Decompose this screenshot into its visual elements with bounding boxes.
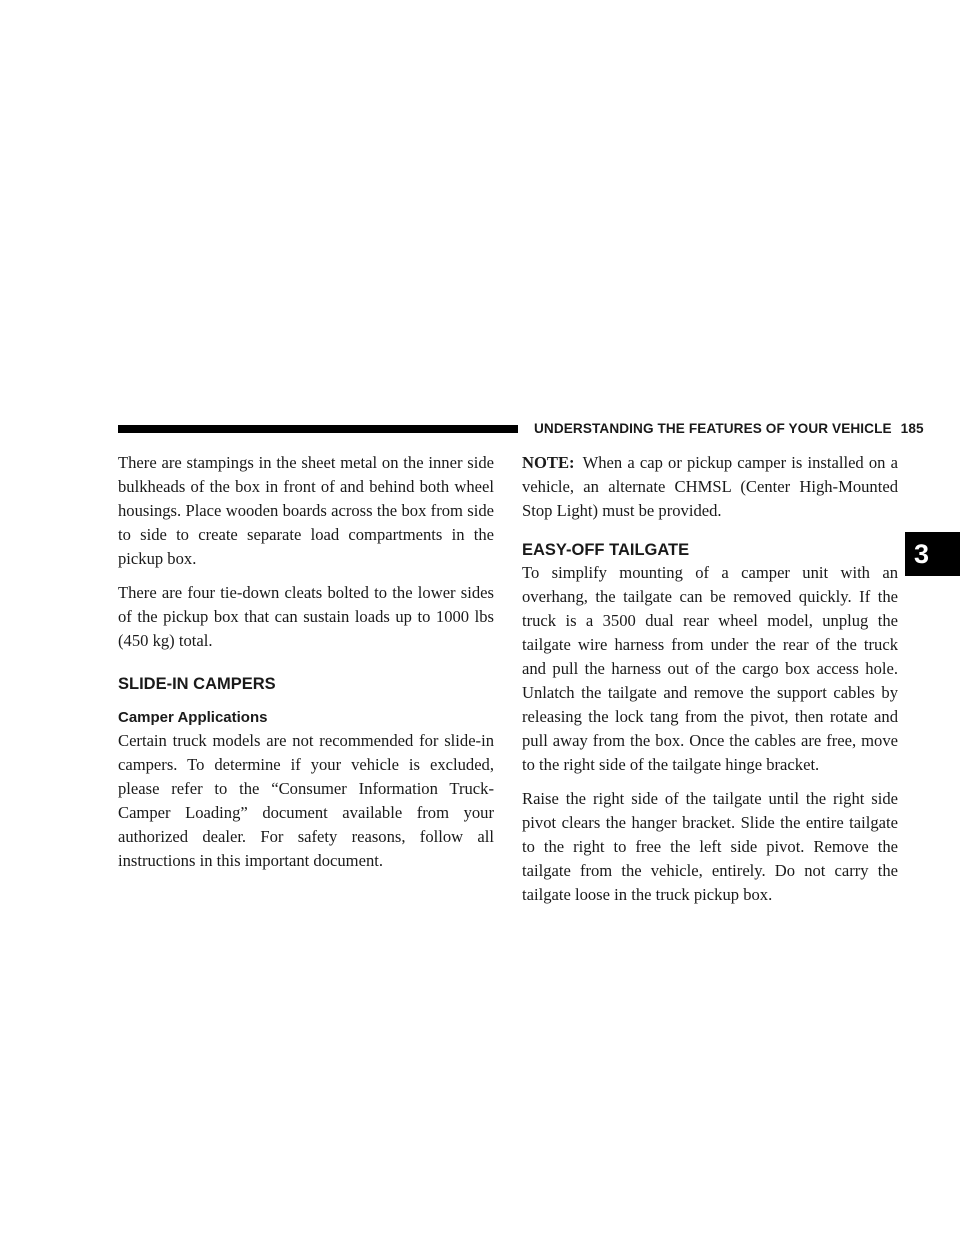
section-heading-slide-in-campers: SLIDE-IN CAMPERS — [118, 675, 276, 693]
note-text: When a cap or pickup camper is installed on a vehicle, an alternate CHMSL (Center High-Mounted Stop Light) must be provided. — [522, 453, 898, 520]
left-column — [118, 451, 494, 883]
header-rule — [118, 425, 518, 433]
chapter-number: 3 — [914, 539, 930, 569]
paragraph-tailgate-removal: To simplify mounting of a camper unit with an overhang, the tailgate can be removed quickly. If the truck is a 3500 dual rear wheel model, unplug the tailgate wire harness from under the rear of the truck and pull the harness out of the cargo box access hole. Unlatch the tailgate and remove the support cables by releasing the lock tang from the pivot, then rotate and pull away from the box. Once the cables are free, move to the right side of the tailgate hinge bracket. — [522, 563, 898, 774]
paragraph-camper-applications: Certain truck models are not recommended for slide-in campers. To determine if your vehicle is excluded, please refer to the “Consumer Information Truck-Camper Loading” document available from your authorized dealer. For safety reasons, follow all instructions in this important document. — [118, 731, 494, 870]
running-header — [534, 420, 924, 438]
paragraph-tailgate-raise: Raise the right side of the tailgate until the right side pivot clears the hanger bracket. Slide the entire tailgate to the right to free the left side pivot. Remove the tailgate from the vehicle, entirely. Do not carry the tailgate loose in the truck pickup box. — [522, 789, 898, 904]
paragraph-stampings: There are stampings in the sheet metal on the inner side bulkheads of the box in front of and behind both wheel housings. Place wooden boards across the box from side to side to create separate load compartments in the pickup box. — [118, 453, 494, 568]
chapter-tab — [905, 532, 960, 576]
right-column — [522, 451, 898, 917]
note-paragraph — [522, 451, 898, 523]
running-header-title: UNDERSTANDING THE FEATURES OF YOUR VEHICLE — [534, 421, 892, 436]
section-heading-easy-off-tailgate: EASY-OFF TAILGATE — [522, 541, 690, 559]
subheading-camper-applications: Camper Applications — [118, 709, 268, 726]
page-number: 185 — [900, 421, 924, 436]
paragraph-tie-down-cleats: There are four tie-down cleats bolted to the lower sides of the pickup box that can sustain loads up to 1000 lbs (450 kg) total. — [118, 583, 494, 650]
note-label: NOTE: — [522, 453, 575, 472]
